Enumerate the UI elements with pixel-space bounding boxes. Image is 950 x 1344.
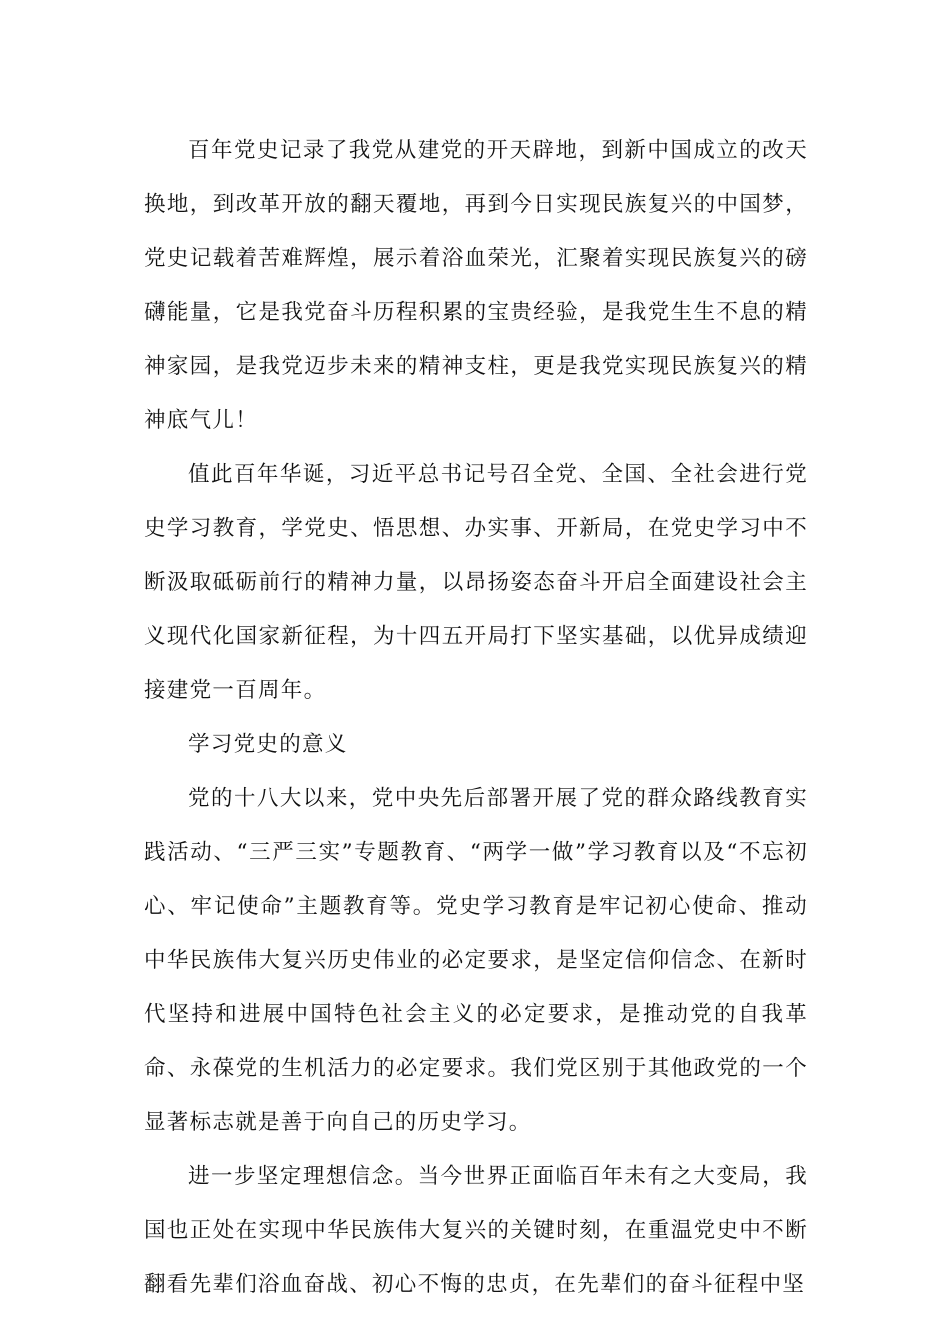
paragraph-education-campaigns: 党的十八大以来，党中央先后部署开展了党的群众路线教育实践活动、“三严三实”专题教育、“两学一做”学习教育以及“不忘初心、牢记使命”主题教育等。党史学习教育是牢记初心使命、推动中华民族伟大复兴历史伟业的必定要求，是坚定信仰信念、在新时代坚持和进展中国特色社会主义的必定要求，是推动党的自我革命、永葆党的生机活力的必定要求。我们党区别于其他政党的一个显著标志就是善于向自己的历史学习。 [144,786,808,1135]
section-heading-significance: 学习党史的意义 [188,732,348,757]
paragraph-party-history-intro: 百年党史记录了我党从建党的开天辟地，到新中国成立的改天换地，到改革开放的翻天覆地，再到今日实现民族复兴的中国梦，党史记载着苦难辉煌，展示着浴血荣光，汇聚着实现民族复兴的磅礴能量，它是我党奋斗历程积累的宝贵经验，是我党生生不息的精神家园，是我党迈步未来的精神支柱，更是我党实现民族复兴的精神底气儿！ [144,138,808,433]
paragraph-centenary-call: 值此百年华诞，习近平总书记号召全党、全国、全社会进行党史学习教育，学党史、悟思想、办实事、开新局，在党史学习中不断汲取砥砺前行的精神力量，以昂扬姿态奋斗开启全面建设社会主义现代化国家新征程，为十四五开局打下坚实基础，以优异成绩迎接建党一百周年。 [144,462,808,703]
paragraph-firm-ideals: 进一步坚定理想信念。当今世界正面临百年未有之大变局，我国也正处在实现中华民族伟大复兴的关键时刻，在重温党史中不断翻看先辈们浴血奋战、初心不悔的忠贞，在先辈们的奋斗征程中坚 [144,1164,808,1297]
document-body [144,124,808,1312]
